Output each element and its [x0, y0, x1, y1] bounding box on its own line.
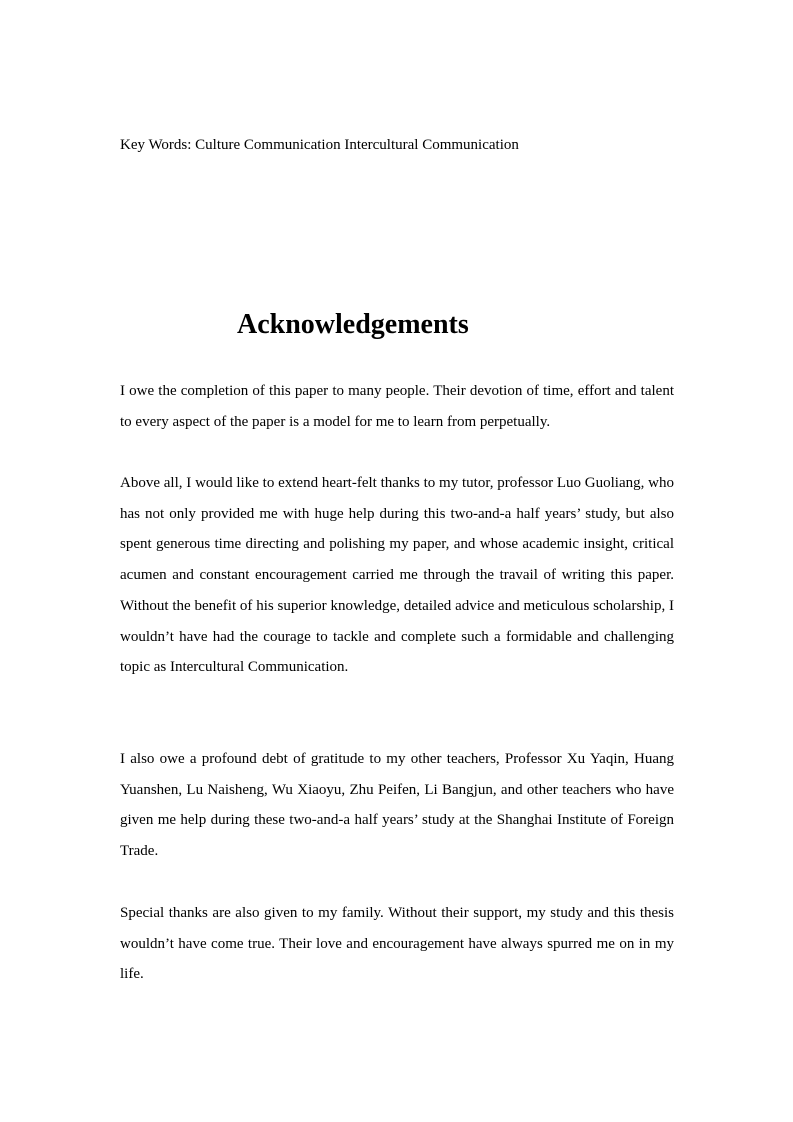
page-title: Acknowledgements [237, 309, 469, 340]
paragraph: I owe the completion of this paper to many people. Their devotion of time, effort and talent to every aspect of the paper is a model for me to learn from perpetually. [120, 383, 674, 430]
keywords-line: Key Words: Culture Communication Intercultural Communication [120, 137, 519, 153]
paragraph: Above all, I would like to extend heart-felt thanks to my tutor, professor Luo Guoliang, who has not only provided me with huge help during this two-and-a half years’ study, but also spent generous time directing and polishing my paper, and whose academic insight, critical acumen and constant encouragement carried me through the travail of writing this paper. Without the benefit of his superior knowledge, detailed advice and meticulous scholarship, I wouldn’t have had the courage to tackle and complete such a formidable and challenging topic as Intercultural Communication. [120, 475, 674, 676]
paragraph: Special thanks are also given to my family. Without their support, my study and this thesis wouldn’t have come true. Their love and encouragement have always spurred me on in my life. [120, 905, 674, 983]
paragraph: I also owe a profound debt of gratitude to my other teachers, Professor Xu Yaqin, Huang Yuanshen, Lu Naisheng, Wu Xiaoyu, Zhu Peifen, Li Bangjun, and other teachers who have given me help during these two-and-a half years’ study at the Shanghai Institute of Foreign Trade. [120, 751, 674, 860]
